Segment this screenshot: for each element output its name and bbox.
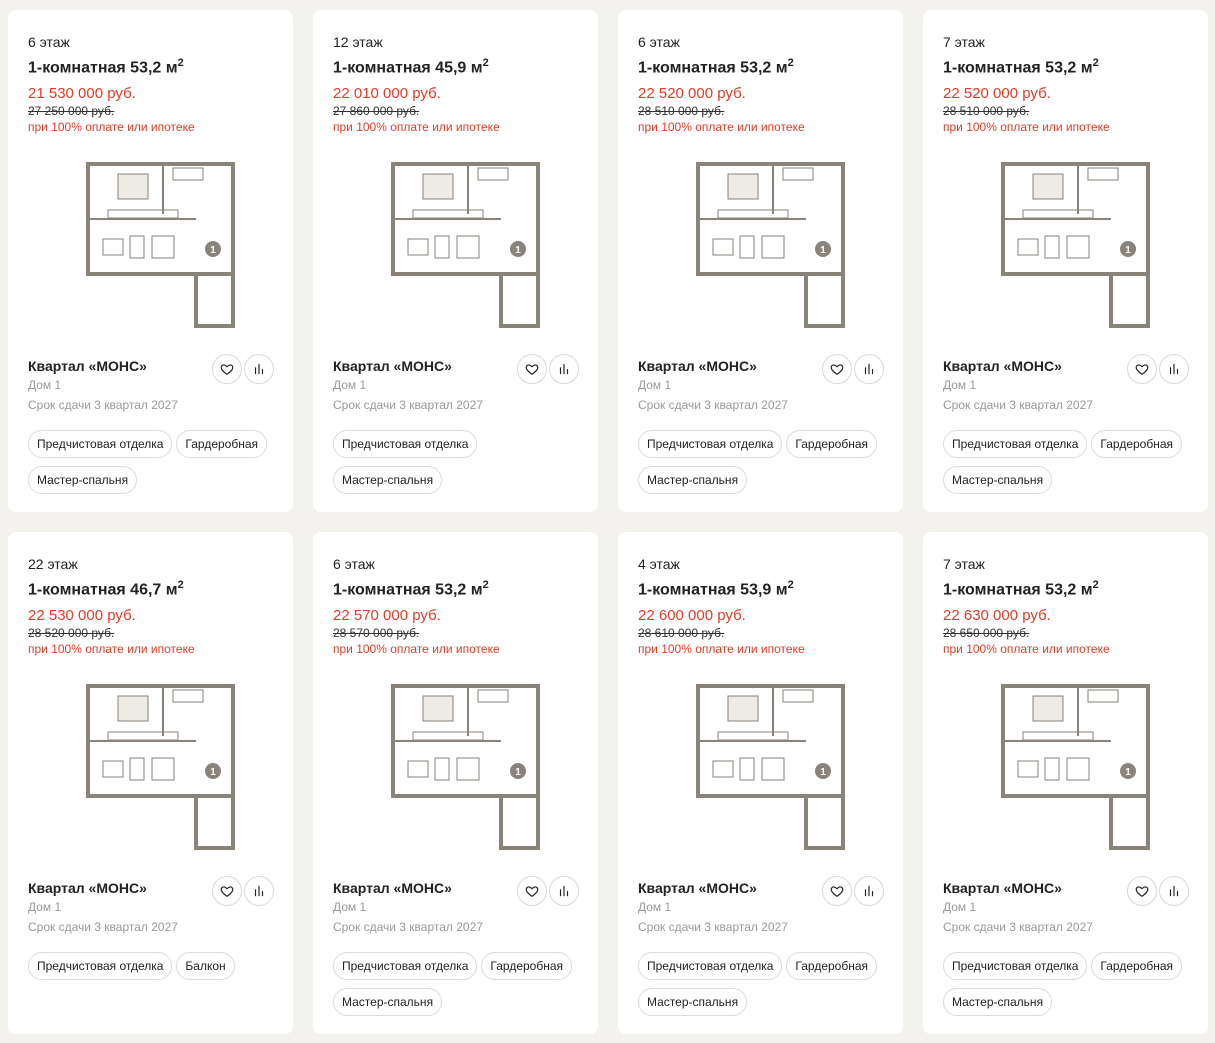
house-label: Дом 1 xyxy=(333,900,367,914)
price: 22 520 000 руб. xyxy=(638,85,746,102)
floor-label: 6 этаж xyxy=(333,556,375,572)
bar-chart-icon xyxy=(862,362,876,376)
house-label: Дом 1 xyxy=(943,378,977,392)
price: 22 570 000 руб. xyxy=(333,607,441,624)
bar-chart-icon xyxy=(557,884,571,898)
heart-icon xyxy=(525,362,539,376)
floor-plan-image xyxy=(373,676,543,856)
apartment-title: 1-комнатная 53,2 $м^2$ xyxy=(333,579,489,599)
floor-plan-image xyxy=(983,676,1153,856)
feature-tag[interactable]: Предчистовая отделка xyxy=(943,952,1087,980)
feature-tag[interactable]: Гардеробная xyxy=(1091,430,1182,458)
feature-tag[interactable]: Мастер-спальня xyxy=(333,466,442,494)
heart-icon xyxy=(220,884,234,898)
bar-chart-icon xyxy=(252,884,266,898)
bar-chart-icon xyxy=(252,362,266,376)
svg-text:1: 1 xyxy=(515,767,521,778)
feature-tag[interactable]: Гардеробная xyxy=(1091,952,1182,980)
feature-tag[interactable]: Предчистовая отделка xyxy=(943,430,1087,458)
apartment-title: 1-комнатная 46,7 $м^2$ xyxy=(28,579,184,599)
house-label: Дом 1 xyxy=(638,378,672,392)
apartment-title: 1-комнатная 53,2 $м^2$ xyxy=(943,57,1099,77)
price: 22 600 000 руб. xyxy=(638,607,746,624)
bar-chart-icon xyxy=(557,362,571,376)
old-price: 28 520 000 руб. xyxy=(28,626,115,640)
floor-label: 6 этаж xyxy=(638,34,680,50)
promo-text: при 100% оплате или ипотеке xyxy=(638,120,805,134)
compare-button[interactable] xyxy=(549,876,579,906)
feature-tag[interactable]: Мастер-спальня xyxy=(943,466,1052,494)
heart-icon xyxy=(525,884,539,898)
old-price: 28 650 000 руб. xyxy=(943,626,1030,640)
floor-plan-image xyxy=(68,154,238,334)
bar-chart-icon xyxy=(862,884,876,898)
svg-text:1: 1 xyxy=(515,245,521,256)
feature-tags xyxy=(333,952,578,1016)
feature-tags xyxy=(333,430,578,494)
deadline-label: Срок сдачи 3 квартал 2027 xyxy=(333,398,483,412)
house-label: Дом 1 xyxy=(333,378,367,392)
complex-name: Квартал «МОНС» xyxy=(943,880,1062,896)
feature-tag[interactable]: Балкон xyxy=(176,952,234,980)
heart-icon xyxy=(830,884,844,898)
heart-icon xyxy=(1135,362,1149,376)
promo-text: при 100% оплате или ипотеке xyxy=(638,642,805,656)
apartment-card[interactable] xyxy=(8,532,293,1034)
promo-text: при 100% оплате или ипотеке xyxy=(333,120,500,134)
favorite-button[interactable] xyxy=(212,354,242,384)
deadline-label: Срок сдачи 3 квартал 2027 xyxy=(333,920,483,934)
old-price: 27 860 000 руб. xyxy=(333,104,420,118)
old-price: 28 610 000 руб. xyxy=(638,626,725,640)
bar-chart-icon xyxy=(1167,884,1181,898)
feature-tags xyxy=(28,952,273,980)
complex-name: Квартал «МОНС» xyxy=(333,880,452,896)
complex-name: Квартал «МОНС» xyxy=(333,358,452,374)
apartment-card[interactable] xyxy=(618,532,903,1034)
feature-tags xyxy=(638,952,883,1016)
deadline-label: Срок сдачи 3 квартал 2027 xyxy=(638,920,788,934)
feature-tag[interactable]: Гардеробная xyxy=(786,952,877,980)
old-price: 28 570 000 руб. xyxy=(333,626,420,640)
apartment-card[interactable] xyxy=(313,10,598,512)
feature-tags xyxy=(943,952,1188,1016)
feature-tag[interactable]: Мастер-спальня xyxy=(638,466,747,494)
floor-label: 4 этаж xyxy=(638,556,680,572)
apartment-title: 1-комнатная 53,2 $м^2$ xyxy=(943,579,1099,599)
promo-text: при 100% оплате или ипотеке xyxy=(28,120,195,134)
apartment-card[interactable] xyxy=(923,10,1208,512)
feature-tags xyxy=(28,430,273,494)
apartment-title: 1-комнатная 53,9 $м^2$ xyxy=(638,579,794,599)
svg-text:1: 1 xyxy=(210,767,216,778)
heart-icon xyxy=(220,362,234,376)
heart-icon xyxy=(1135,884,1149,898)
floor-label: 12 этаж xyxy=(333,34,383,50)
price: 22 530 000 руб. xyxy=(28,607,136,624)
floor-plan-image xyxy=(373,154,543,334)
apartment-title: 1-комнатная 45,9 $м^2$ xyxy=(333,57,489,77)
complex-name: Квартал «МОНС» xyxy=(28,358,147,374)
feature-tag[interactable]: Гардеробная xyxy=(481,952,572,980)
house-label: Дом 1 xyxy=(943,900,977,914)
floor-plan-image xyxy=(678,676,848,856)
favorite-button[interactable] xyxy=(822,354,852,384)
feature-tag[interactable]: Мастер-спальня xyxy=(638,988,747,1016)
price: 21 530 000 руб. xyxy=(28,85,136,102)
svg-text:1: 1 xyxy=(1125,245,1131,256)
compare-button[interactable] xyxy=(854,354,884,384)
svg-text:1: 1 xyxy=(820,245,826,256)
price: 22 520 000 руб. xyxy=(943,85,1051,102)
complex-name: Квартал «МОНС» xyxy=(638,358,757,374)
promo-text: при 100% оплате или ипотеке xyxy=(333,642,500,656)
favorite-button[interactable] xyxy=(517,354,547,384)
compare-button[interactable] xyxy=(1159,354,1189,384)
apartment-title: 1-комнатная 53,2 $м^2$ xyxy=(28,57,184,77)
apartment-card[interactable] xyxy=(618,10,903,512)
compare-button[interactable] xyxy=(244,876,274,906)
bar-chart-icon xyxy=(1167,362,1181,376)
apartment-card[interactable] xyxy=(8,10,293,512)
feature-tag[interactable]: Гардеробная xyxy=(786,430,877,458)
price: 22 630 000 руб. xyxy=(943,607,1051,624)
house-label: Дом 1 xyxy=(638,900,672,914)
old-price: 27 250 000 руб. xyxy=(28,104,115,118)
complex-name: Квартал «МОНС» xyxy=(943,358,1062,374)
favorite-button[interactable] xyxy=(212,876,242,906)
compare-button[interactable] xyxy=(854,876,884,906)
floor-label: 22 этаж xyxy=(28,556,78,572)
favorite-button[interactable] xyxy=(1127,354,1157,384)
feature-tags xyxy=(943,430,1188,494)
promo-text: при 100% оплате или ипотеке xyxy=(943,120,1110,134)
compare-button[interactable] xyxy=(1159,876,1189,906)
promo-text: при 100% оплате или ипотеке xyxy=(28,642,195,656)
floor-plan-image xyxy=(68,676,238,856)
house-label: Дом 1 xyxy=(28,900,62,914)
feature-tag[interactable]: Предчистовая отделка xyxy=(28,952,172,980)
complex-name: Квартал «МОНС» xyxy=(28,880,147,896)
compare-button[interactable] xyxy=(549,354,579,384)
floor-plan-image xyxy=(983,154,1153,334)
old-price: 28 510 000 руб. xyxy=(943,104,1030,118)
price: 22 010 000 руб. xyxy=(333,85,441,102)
feature-tag[interactable]: Гардеробная xyxy=(176,430,267,458)
svg-text:1: 1 xyxy=(210,245,216,256)
favorite-button[interactable] xyxy=(1127,876,1157,906)
feature-tag[interactable]: Мастер-спальня xyxy=(943,988,1052,1016)
apartment-card[interactable] xyxy=(923,532,1208,1034)
compare-button[interactable] xyxy=(244,354,274,384)
floor-plan-image xyxy=(678,154,848,334)
favorite-button[interactable] xyxy=(517,876,547,906)
floor-label: 6 этаж xyxy=(28,34,70,50)
promo-text: при 100% оплате или ипотеке xyxy=(943,642,1110,656)
apartment-grid xyxy=(8,10,1208,1034)
feature-tag[interactable]: Предчистовая отделка xyxy=(333,430,477,458)
feature-tags xyxy=(638,430,883,494)
feature-tag[interactable]: Мастер-спальня xyxy=(28,466,137,494)
old-price: 28 510 000 руб. xyxy=(638,104,725,118)
deadline-label: Срок сдачи 3 квартал 2027 xyxy=(638,398,788,412)
deadline-label: Срок сдачи 3 квартал 2027 xyxy=(943,920,1093,934)
favorite-button[interactable] xyxy=(822,876,852,906)
deadline-label: Срок сдачи 3 квартал 2027 xyxy=(28,398,178,412)
complex-name: Квартал «МОНС» xyxy=(638,880,757,896)
house-label: Дом 1 xyxy=(28,378,62,392)
floor-label: 7 этаж xyxy=(943,34,985,50)
svg-text:1: 1 xyxy=(820,767,826,778)
feature-tag[interactable]: Мастер-спальня xyxy=(333,988,442,1016)
feature-tag[interactable]: Предчистовая отделка xyxy=(28,430,172,458)
apartment-title: 1-комнатная 53,2 $м^2$ xyxy=(638,57,794,77)
svg-text:1: 1 xyxy=(1125,767,1131,778)
feature-tag[interactable]: Предчистовая отделка xyxy=(638,952,782,980)
deadline-label: Срок сдачи 3 квартал 2027 xyxy=(943,398,1093,412)
heart-icon xyxy=(830,362,844,376)
floor-label: 7 этаж xyxy=(943,556,985,572)
feature-tag[interactable]: Предчистовая отделка xyxy=(333,952,477,980)
deadline-label: Срок сдачи 3 квартал 2027 xyxy=(28,920,178,934)
feature-tag[interactable]: Предчистовая отделка xyxy=(638,430,782,458)
apartment-card[interactable] xyxy=(313,532,598,1034)
